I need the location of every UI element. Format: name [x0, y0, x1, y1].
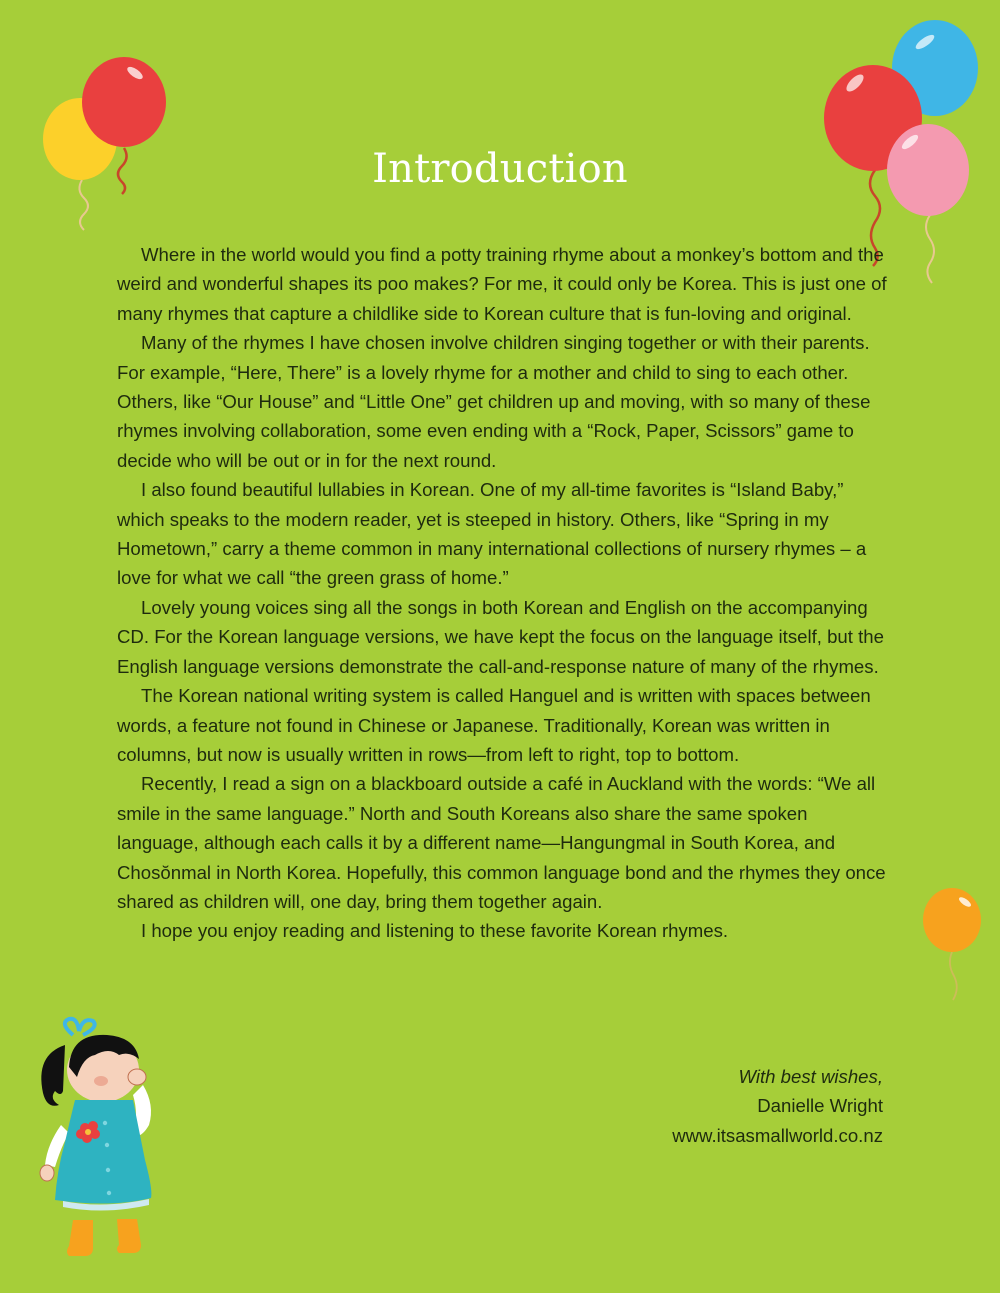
page-title: Introduction — [372, 146, 628, 192]
paragraph: The Korean national writing system is called Hanguel and is written with spaces between words, a feature not found in Chinese or Japanese. Traditionally, Korean was written in columns, but now is usually written in rows—from left to right, top to bottom. — [117, 685, 871, 765]
paragraph: Recently, I read a sign on a blackboard outside a café in Auckland with the words: “We all smile in the same language.” North and South Koreans also share the same spoken language, although each calls it by a different name—Hangungmal in South Korea, and Chosŏnmal in North Korea. Hopefully, this common language bond and the rhymes they once shared as children will, one day, bring them together again. — [117, 773, 886, 912]
top-left-balloons-illustration — [30, 40, 190, 240]
girl-illustration — [25, 1015, 165, 1260]
paragraph: Many of the rhymes I have chosen involve children singing together or with their parents. For example, “Here, There” is a lovely rhyme for a mother and child to sing to each other. Others, like “Our House” and “Little One” get children up and moving, with so many of these rhymes involving collaboration, some even ending with a “Rock, Paper, Scissors” game to decide who will be out or in for the next round. — [117, 332, 871, 471]
orange-balloon-icon — [923, 888, 981, 1000]
body-text — [117, 240, 887, 946]
paragraph: I hope you enjoy reading and listening to these favorite Korean rhymes. — [141, 920, 729, 942]
paragraph: I also found beautiful lullabies in Korean. One of my all-time favorites is “Island Baby,” which speaks to the modern reader, yet is steeped in history. Others, like “Spring in my Hometown,” carry a theme common in many international collections of nursery rhymes – a love for what we call “the green grass of home.” — [117, 479, 867, 589]
paragraph: Where in the world would you find a potty training rhyme about a monkey’s bottom and the weird and wonderful shapes its poo makes? For me, it could only be Korea. This is just one of many rhymes that capture a childlike side to Korean culture that is fun-loving and original. — [117, 244, 887, 324]
paragraph: Lovely young voices sing all the songs in both Korean and English on the accompanying CD. For the Korean language versions, we have kept the focus on the language itself, but the English language versions demonstrate the call-and-response nature of many of the rhymes. — [117, 596, 884, 677]
closing-line: With best wishes, — [738, 1066, 883, 1087]
author-name: Danielle Wright — [757, 1095, 883, 1117]
signoff — [672, 1062, 883, 1150]
orange-balloon-illustration — [915, 880, 995, 1020]
website-link[interactable]: www.itsasmallworld.co.nz — [672, 1124, 883, 1146]
